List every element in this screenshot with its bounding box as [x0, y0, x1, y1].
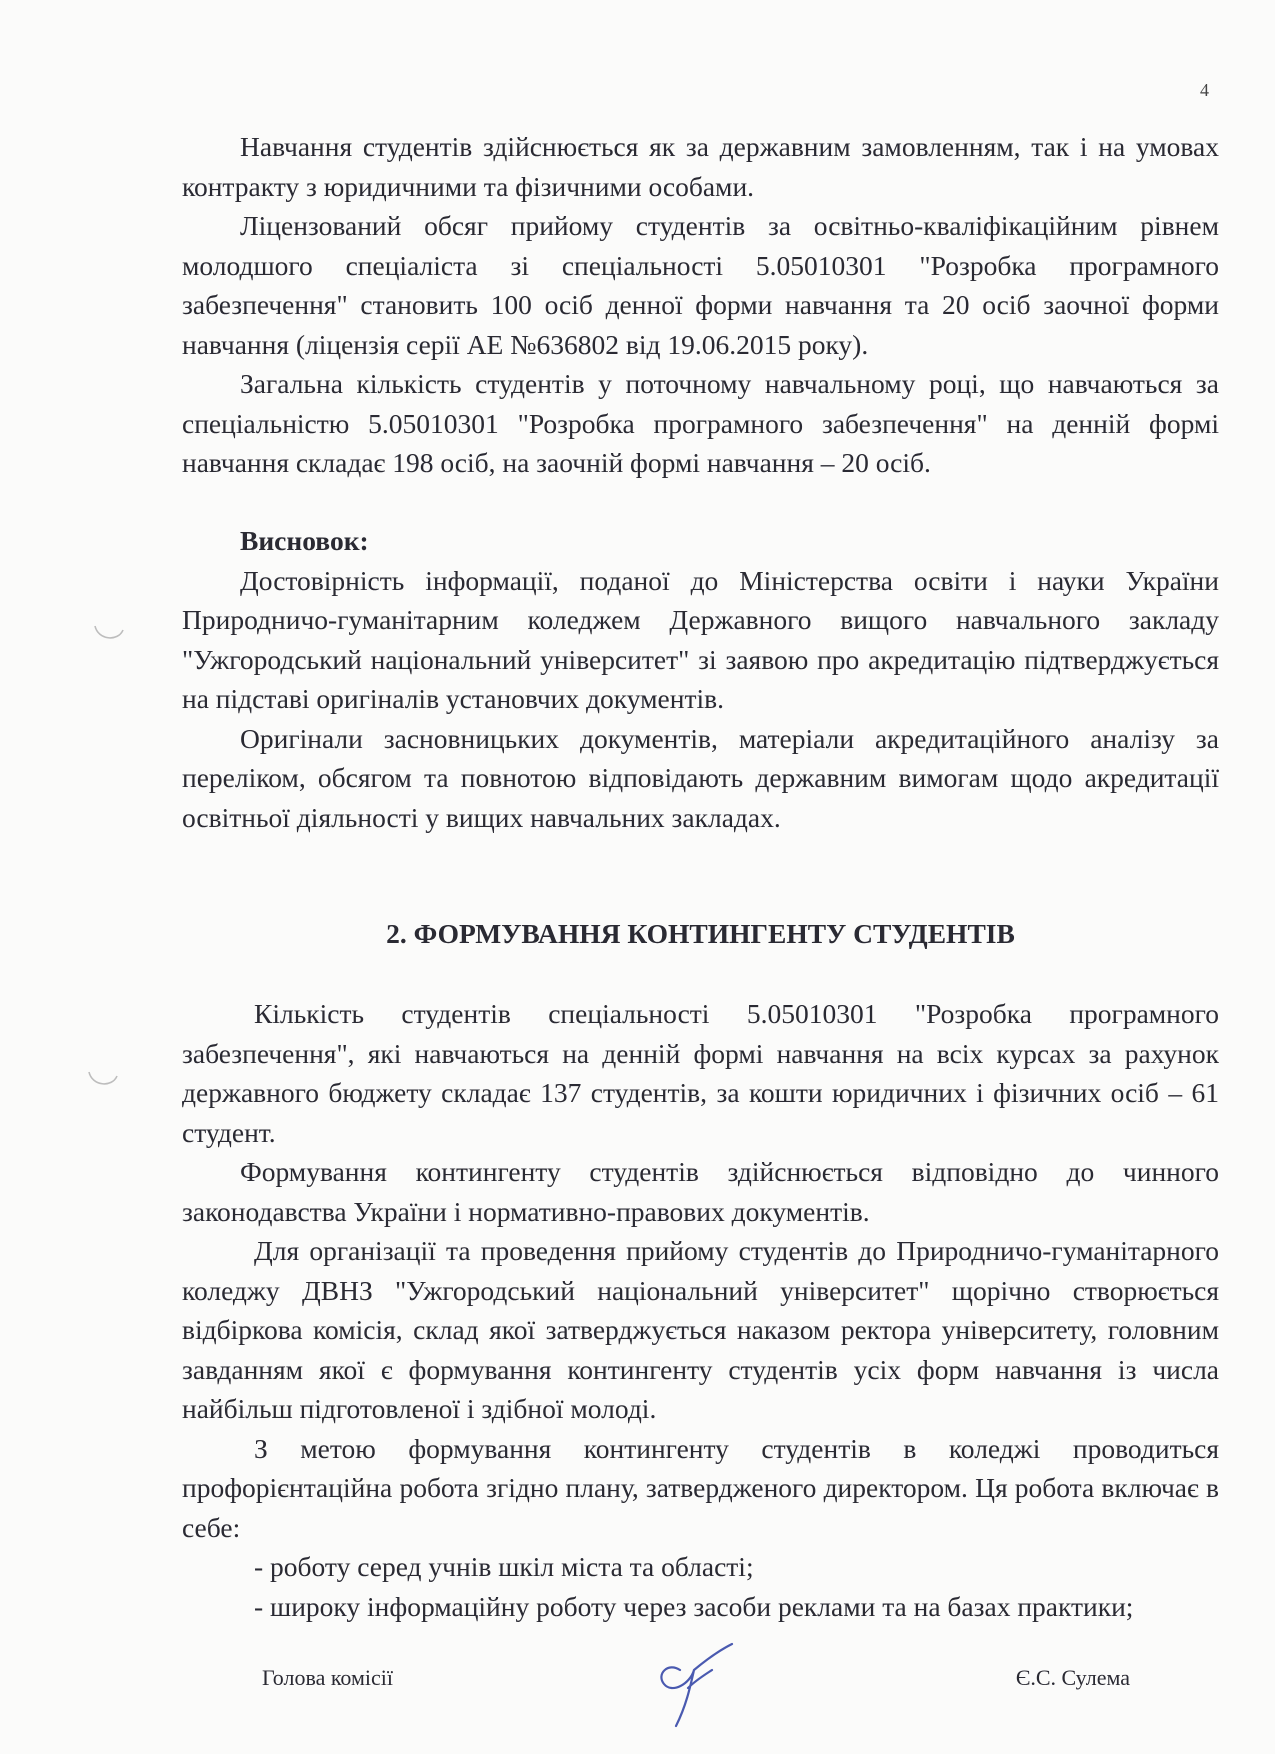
intro-section [182, 127, 1219, 483]
paragraph: Формування контингенту студентів здійснюється відповідно до чинного законодавства України і нормативно-правових документів. [182, 1156, 1219, 1227]
paragraph: Навчання студентів здійснюється як за державним замовленням, так і на умовах контракту з юридичними та фізичними особами. [182, 131, 1219, 202]
section-heading: 2. ФОРМУВАННЯ КОНТИНГЕНТУ СТУДЕНТІВ [386, 918, 1015, 949]
conclusion-label: Висновок: [240, 525, 369, 556]
paragraph: Кількість студентів спеціальності 5.05010301 "Розробка програмного забезпечення", які навчаються на денній формі навчання на всіх курсах за рахунок державного бюджету складає 137 студентів, за кошти юридичних і фізичних осіб – 61 студент. [182, 998, 1219, 1148]
paragraph: Достовірність інформації, поданої до Міністерства освіти і науки України Природничо-гуманітарним коледжем Державного вищого навчального закладу "Ужгородський національний університет" зі заявою про акредитацію підтверджується на підставі оригіналів установчих документів. [182, 564, 1219, 714]
page-number: 4 [1200, 80, 1209, 100]
list-item: - широку інформаційну роботу через засоби реклами та на базах практики; [254, 1590, 1134, 1622]
punch-hole-mark [92, 622, 126, 644]
signatory-name: Є.С. Сулема [1015, 1665, 1130, 1690]
punch-hole-mark [86, 1068, 120, 1090]
list-item: - роботу серед учнів шкіл міста та області; [254, 1551, 754, 1582]
conclusion-section [182, 521, 1219, 837]
handwritten-signature [650, 1640, 740, 1732]
paragraph: З метою формування контингенту студентів в коледжі проводиться профорієнтаційна робота згідно плану, затвердженого директором. Ця робота включає в себе: [182, 1432, 1219, 1543]
paragraph: Загальна кількість студентів у поточному навчальному році, що навчаються за спеціальністю 5.05010301 "Розробка програмного забезпечення" на денній формі навчання складає 198 осіб, на заочній формі навчання – 20 осіб. [182, 368, 1219, 478]
paragraph: Ліцензований обсяг прийому студентів за освітньо-кваліфікаційним рівнем молодшого спеціаліста зі спеціальності 5.05010301 "Розробка програмного забезпечення" становить 100 осіб денної форми навчання та 20 осіб заочної форми навчання (ліцензія серії АЕ №636802 від 19.06.2015 року). [182, 210, 1219, 360]
signature-title: Голова комісії [262, 1665, 394, 1690]
paragraph: Оригінали засновницьких документів, матеріали акредитаційного аналізу за переліком, обсягом та повнотою відповідають державним вимогам щодо акредитації освітньої діяльності у вищих навчальних закладах. [182, 722, 1219, 833]
enrollment-section [182, 994, 1219, 1626]
paragraph: Для організації та проведення прийому студентів до Природничо-гуманітарного коледжу ДВНЗ "Ужгородський національний університет" щорічно створюється відбіркова комісія, склад якої затверджується наказом ректора університету, головним завданням якої є формування контингенту студентів усіх форм навчання із числа найбільш підготовленої і здібної молоді. [182, 1235, 1219, 1424]
